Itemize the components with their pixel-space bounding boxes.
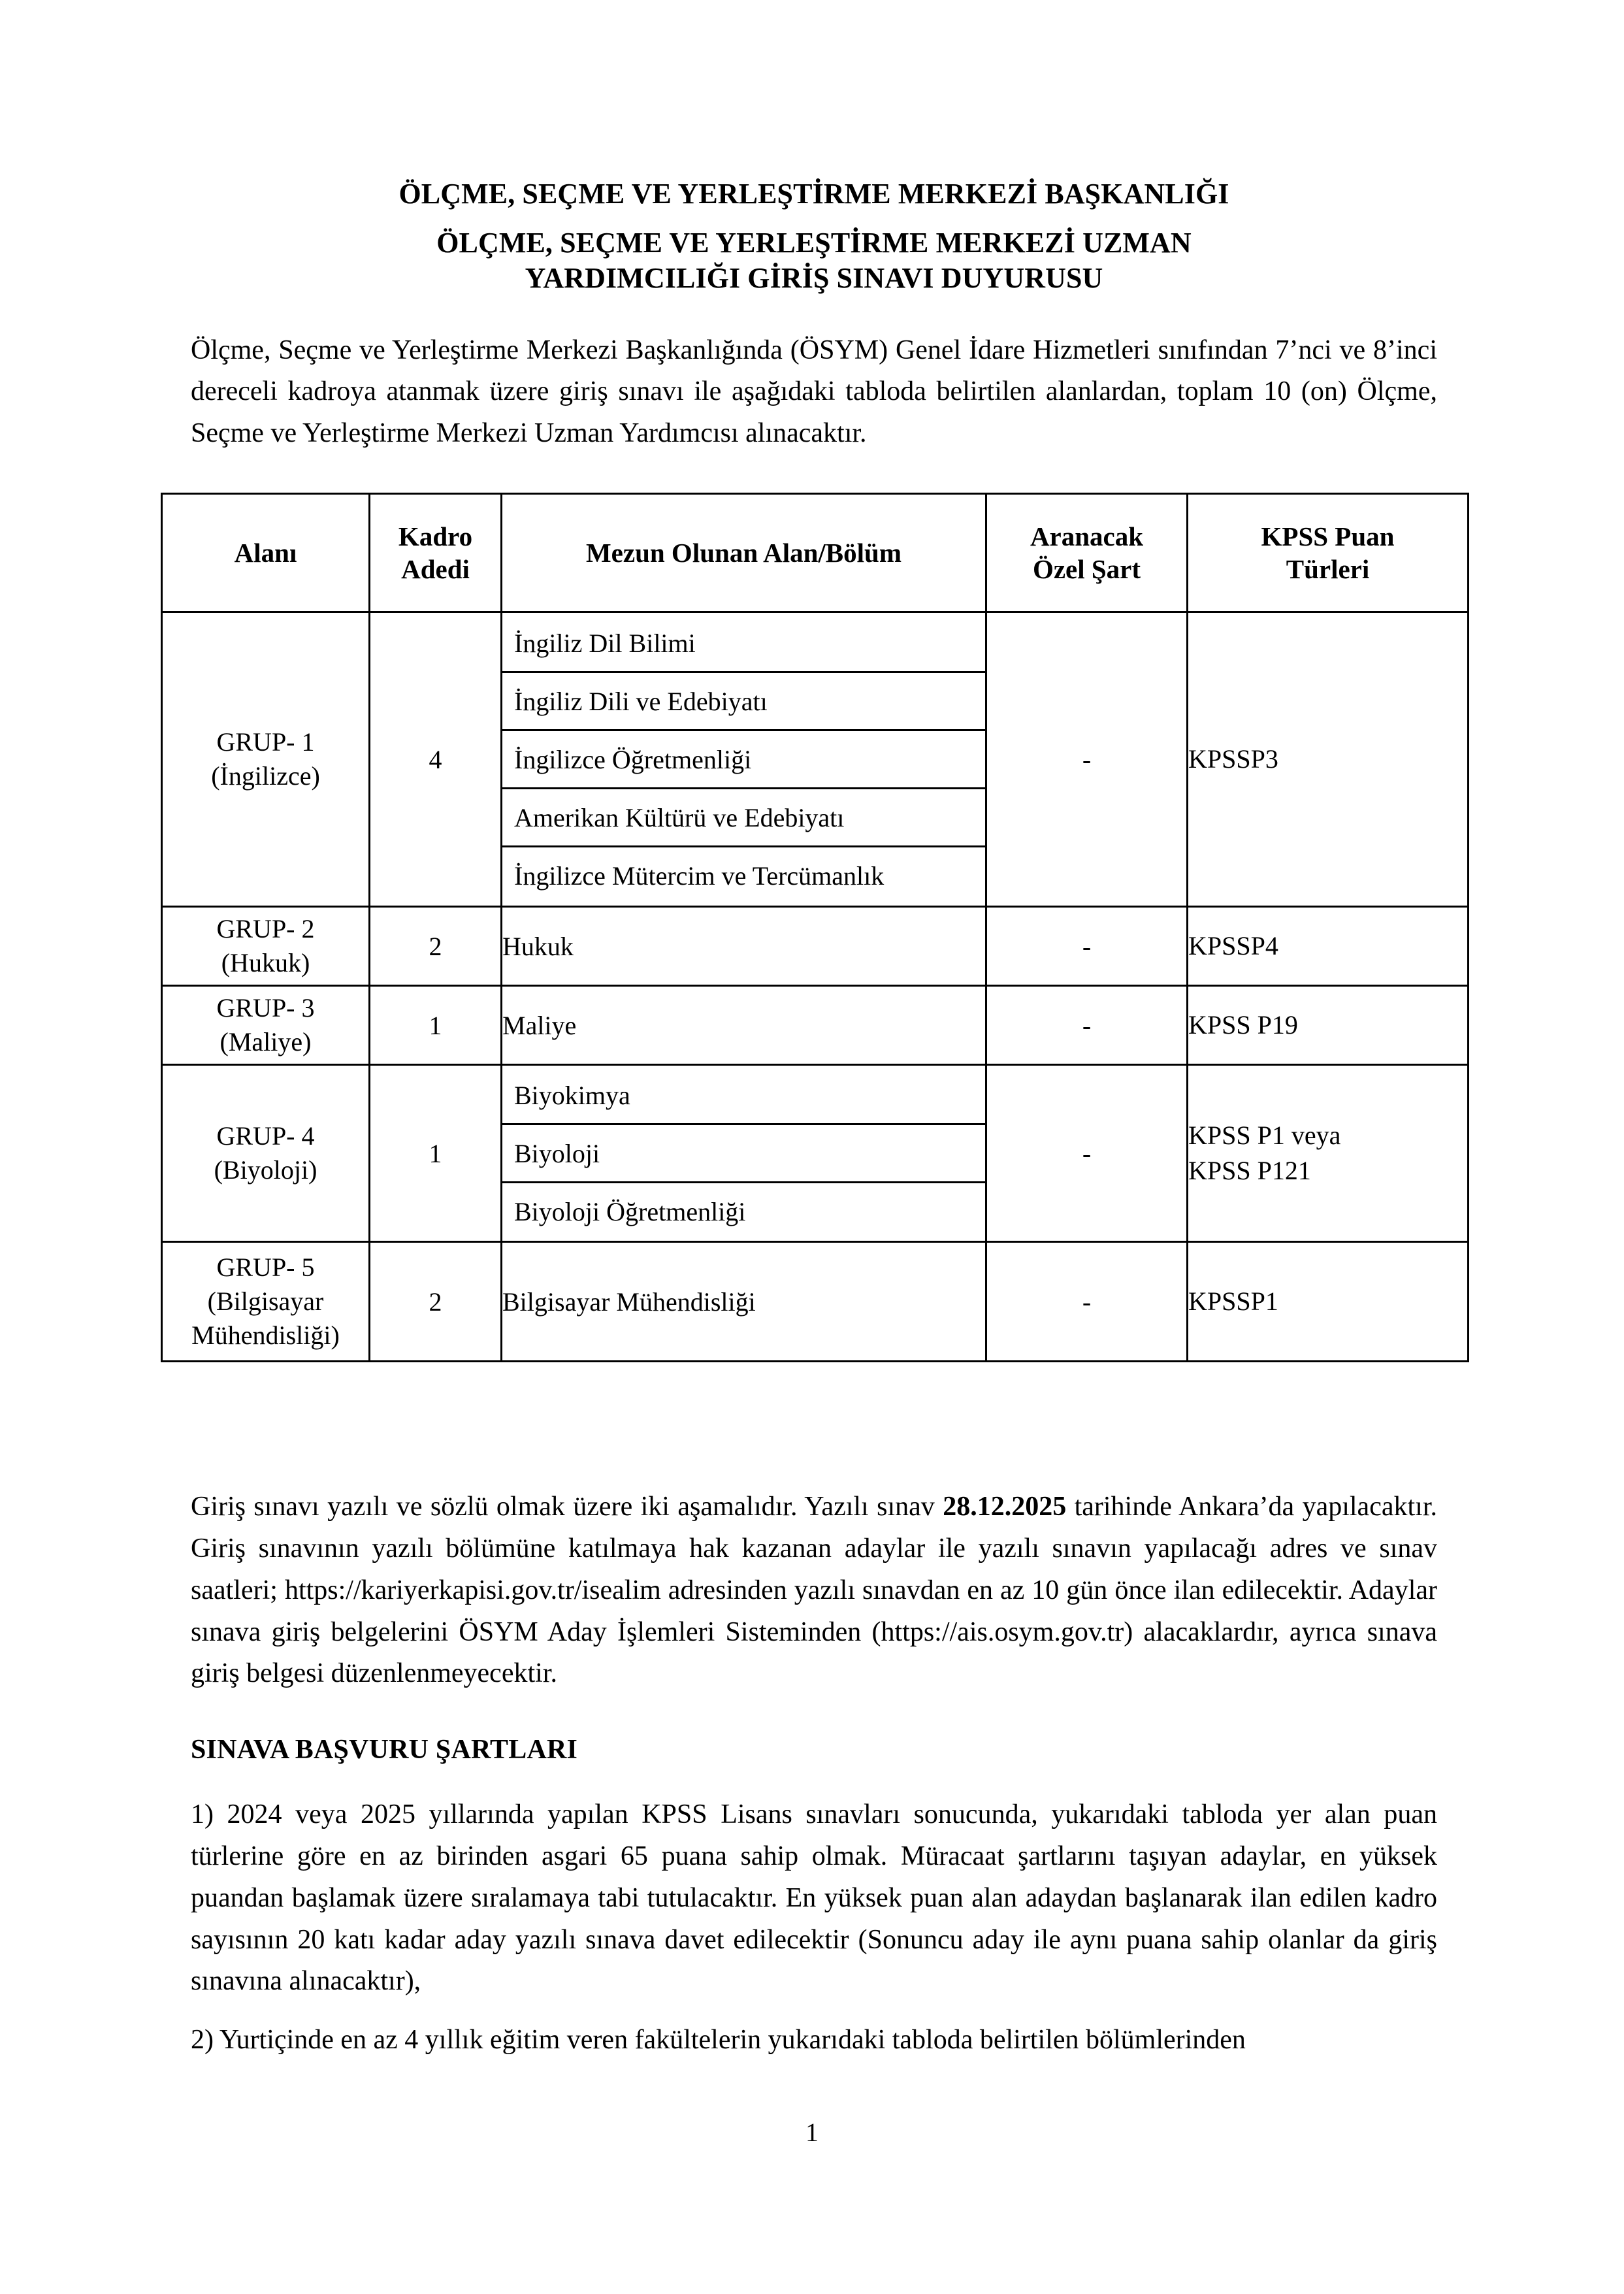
cell-kpss-puan-turleri <box>1188 612 1469 907</box>
alan-line-1: GRUP- 3 <box>216 993 315 1023</box>
cell-kadro-adedi: 1 <box>370 1065 502 1242</box>
requirement-item-2: 2) Yurtiçinde en az 4 yıllık eğitim veren fakültelerin yukarıdaki tabloda belirtilen bölümlerinden <box>191 2025 1246 2056</box>
column-header-aranacak-ozel-sart <box>986 494 1188 612</box>
column-header-alan-label: Alanı <box>234 538 297 568</box>
exam-details-paragraph <box>191 1486 1437 1695</box>
cell-aranacak-ozel-sart: - <box>986 1065 1188 1242</box>
exam-paragraph-part2: tarihinde Ankara’da yapılacaktır. Giriş sınavının yazılı bölümüne katılmaya hak kazanan adaylar ile yazılı sınavın yapılacağı adres ve sınav saatleri; https://kariyerkapisi.gov.tr/isealim adresinden yazılı sınavdan en az 10 gün önce ilan edilecektir. Adaylar sınava giriş belgelerini ÖSYM Aday İşlemleri Sisteminden (https://ais.osym.gov.tr) alacaklardır, ayrıca sınava giriş belgesi düzenlenmeyecektir. <box>191 1492 1437 1689</box>
alan-line-2: (İngilizce) <box>211 761 320 791</box>
page-title-line-1: ÖLÇME, SEÇME VE YERLEŞTİRME MERKEZİ BAŞKANLIĞI <box>398 178 1229 210</box>
column-header-sart-line1: Aranacak <box>1030 521 1144 551</box>
column-header-sart-line2: Özel Şart <box>1032 554 1141 585</box>
puan-line-1: KPSS P19 <box>1188 1009 1298 1040</box>
cell-kadro-adedi: 1 <box>370 986 502 1065</box>
cell-kadro-adedi: 2 <box>370 907 502 986</box>
column-header-mezun-label: Mezun Olunan Alan/Bölüm <box>585 538 901 568</box>
page-title-line-3: YARDIMCILIĞI GİRİŞ SINAVI DUYURUSU <box>525 261 1103 294</box>
cell-kpss-puan-turleri <box>1188 1242 1469 1362</box>
alan-line-2: (Hukuk) <box>221 948 310 978</box>
department-sublist <box>502 1067 985 1239</box>
document-content <box>191 0 1437 2061</box>
cell-alan <box>162 1242 370 1362</box>
column-header-kadro-line1: Kadro <box>398 521 473 551</box>
alan-line-2: (Bilgisayar <box>207 1286 324 1317</box>
department-item: İngilizce Mütercim ve Tercümanlık <box>514 860 885 891</box>
alan-line-1: GRUP- 2 <box>216 914 315 944</box>
intro-paragraph: Ölçme, Seçme ve Yerleştirme Merkezi Başkanlığında (ÖSYM) Genel İdare Hizmetleri sınıfından 7’nci ve 8’inci dereceli kadroya atanmak üzere giriş sınavı ile aşağıdaki tabloda belirtilen alanlardan, toplam 10 (on) Ölçme, Seçme ve Yerleştirme Merkezi Uzman Yardımcısı alınacaktır. <box>191 335 1437 449</box>
cell-aranacak-ozel-sart: - <box>986 612 1188 907</box>
department-item: Amerikan Kültürü ve Edebiyatı <box>502 789 985 847</box>
column-header-mezun-olunan-alan <box>502 494 986 612</box>
document-title-block <box>191 175 1437 296</box>
department-item: İngilizce Öğretmenliği <box>502 730 985 789</box>
cell-kpss-puan-turleri <box>1188 986 1469 1065</box>
cell-kpss-puan-turleri <box>1188 1065 1469 1242</box>
alan-line-2: (Maliye) <box>219 1027 312 1057</box>
cell-alan <box>162 1065 370 1242</box>
column-header-puan-line2: Türleri <box>1286 554 1370 585</box>
cell-mezun-olunan-alan <box>502 612 986 907</box>
cell-alan <box>162 612 370 907</box>
cell-kadro-adedi: 4 <box>370 612 502 907</box>
department-item: Biyoloji <box>502 1124 985 1183</box>
alan-line-2: (Biyoloji) <box>214 1155 317 1185</box>
department-item: Biyokimya <box>502 1067 985 1124</box>
cell-kadro-adedi: 2 <box>370 1242 502 1362</box>
alan-line-3: Mühendisliği) <box>191 1320 340 1351</box>
alan-line-1: GRUP- 1 <box>216 727 315 757</box>
section-heading-application-requirements: SINAVA BAŞVURU ŞARTLARI <box>191 1735 578 1765</box>
table-row <box>162 1242 1469 1362</box>
cell-alan <box>162 907 370 986</box>
cell-kpss-puan-turleri <box>1188 907 1469 986</box>
cell-mezun-olunan-alan: Bilgisayar Mühendisliği <box>502 1242 986 1362</box>
department-item: Biyoloji Öğretmenliği <box>514 1196 746 1226</box>
alan-line-1: GRUP- 5 <box>216 1253 315 1283</box>
cell-mezun-olunan-alan: Hukuk <box>502 907 986 986</box>
column-header-puan-line1: KPSS Puan <box>1261 521 1395 551</box>
column-header-kadro-line2: Adedi <box>401 554 470 585</box>
cell-aranacak-ozel-sart: - <box>986 1242 1188 1362</box>
department-item: İngiliz Dili ve Edebiyatı <box>502 672 985 730</box>
cell-mezun-olunan-alan: Maliye <box>502 986 986 1065</box>
table-row <box>162 907 1469 986</box>
puan-line-2: KPSS P121 <box>1188 1156 1311 1186</box>
page-title-line-2: ÖLÇME, SEÇME VE YERLEŞTİRME MERKEZİ UZMAN <box>436 227 1192 259</box>
puan-line-1: KPSS P1 veya <box>1188 1120 1341 1150</box>
column-header-kadro-adedi <box>370 494 502 612</box>
cell-mezun-olunan-alan <box>502 1065 986 1242</box>
positions-table <box>161 493 1469 1362</box>
positions-table-wrapper <box>161 493 1467 1362</box>
exam-paragraph-part1: Giriş sınavı yazılı ve sözlü olmak üzere iki aşamalıdır. Yazılı sınav <box>191 1492 943 1522</box>
table-row <box>162 986 1469 1065</box>
department-item: İngiliz Dil Bilimi <box>502 615 985 672</box>
department-sublist <box>502 615 985 904</box>
cell-aranacak-ozel-sart: - <box>986 986 1188 1065</box>
column-header-alan <box>162 494 370 612</box>
puan-line-1: KPSSP3 <box>1188 744 1278 774</box>
requirement-item-1: 1) 2024 veya 2025 yıllarında yapılan KPSS Lisans sınavları sonucunda, yukarıdaki tabloda yer alan puan türlerine göre en az birinden asgari 65 puana sahip olmak. Müracaat şartlarını taşıyan adaylar, en yüksek puandan başlamak üzere sıralamaya tabi tutulacaktır. En yüksek puan alan adaydan başlanarak ilan edilen kadro sayısının 20 katı kadar aday yazılı sınava davet edilecektir (Sonuncu aday ile aynı puana sahip olanlar da giriş sınavına alınacaktır), <box>191 1799 1437 1997</box>
cell-aranacak-ozel-sart: - <box>986 907 1188 986</box>
puan-line-1: KPSSP1 <box>1188 1286 1278 1316</box>
table-row <box>162 1065 1469 1242</box>
cell-alan <box>162 986 370 1065</box>
alan-line-1: GRUP- 4 <box>216 1121 315 1151</box>
page-number: 1 <box>805 2118 819 2147</box>
table-header-row <box>162 494 1469 612</box>
column-header-kpss-puan-turleri <box>1188 494 1469 612</box>
exam-date: 28.12.2025 <box>943 1492 1067 1522</box>
table-row <box>162 612 1469 907</box>
puan-line-1: KPSSP4 <box>1188 930 1278 960</box>
